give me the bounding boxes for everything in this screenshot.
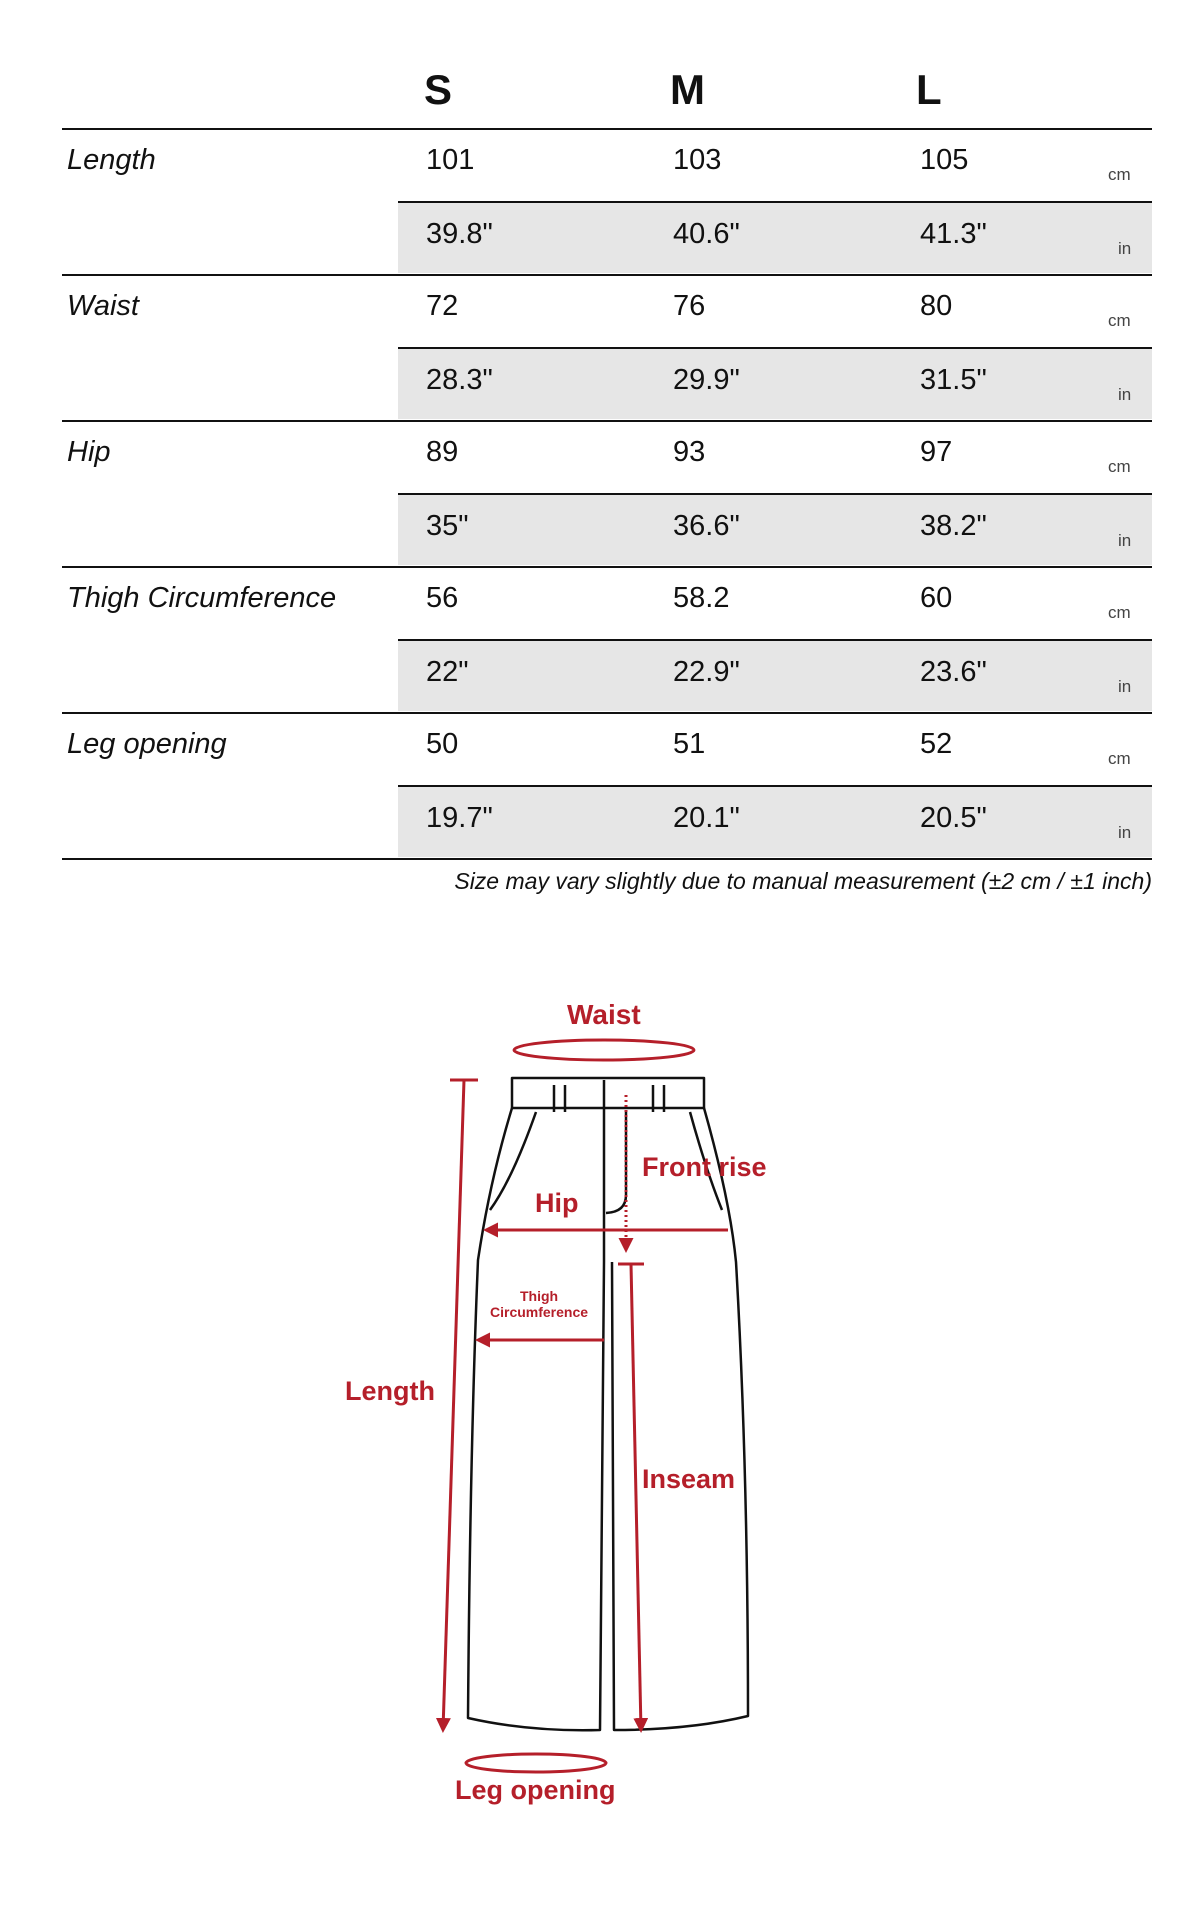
in-value: 22" — [426, 656, 469, 688]
right-leg — [612, 1108, 748, 1730]
leg-opening-arrow — [466, 1754, 606, 1772]
unit-in: in — [1118, 385, 1132, 404]
cm-value: 105 — [920, 144, 969, 176]
measurement-label: Waist — [67, 290, 139, 322]
cm-value: 103 — [673, 144, 722, 176]
cm-value: 76 — [673, 290, 706, 322]
cm-value: 52 — [920, 728, 953, 760]
unit-in: in — [1118, 531, 1132, 550]
waist-label: Waist — [567, 999, 641, 1030]
cm-value: 60 — [920, 582, 953, 614]
waistband — [512, 1078, 704, 1108]
in-value: 40.6" — [673, 218, 740, 250]
cm-value: 50 — [426, 728, 459, 760]
inseam-label: Inseam — [642, 1464, 736, 1494]
measurement-label: Hip — [67, 436, 111, 468]
front-rise-label: Front rise — [642, 1152, 767, 1182]
cm-value: 58.2 — [673, 582, 730, 614]
thigh-label-line1: Thigh — [520, 1288, 559, 1304]
measurement-note: Size may vary slightly due to manual measurement (±2 cm / ±1 inch) — [454, 868, 1152, 894]
in-value: 38.2" — [920, 510, 987, 542]
in-value: 22.9" — [673, 656, 740, 688]
cm-value: 101 — [426, 144, 475, 176]
cm-value: 93 — [673, 436, 706, 468]
in-value: 28.3" — [426, 364, 493, 396]
in-value: 31.5" — [920, 364, 987, 396]
in-value: 36.6" — [673, 510, 740, 542]
size-header-s: S — [424, 66, 453, 113]
measurement-label: Thigh Circumference — [67, 582, 337, 614]
size-header-m: M — [670, 66, 705, 113]
measurement-label: Length — [67, 144, 156, 176]
inseam-arrow — [631, 1264, 641, 1730]
in-value: 20.1" — [673, 802, 740, 834]
in-value: 29.9" — [673, 364, 740, 396]
unit-cm: cm — [1108, 603, 1131, 622]
unit-in: in — [1118, 677, 1132, 696]
unit-cm: cm — [1108, 165, 1131, 184]
length-arrow — [443, 1080, 464, 1730]
cm-value: 80 — [920, 290, 953, 322]
measurement-label: Leg opening — [67, 728, 227, 760]
unit-in: in — [1118, 823, 1132, 842]
thigh-label-line2: Circumference — [490, 1304, 589, 1320]
unit-cm: cm — [1108, 311, 1131, 330]
cm-value: 89 — [426, 436, 459, 468]
cm-value: 56 — [426, 582, 459, 614]
length-label: Length — [345, 1376, 435, 1406]
size-header-l: L — [916, 66, 942, 113]
unit-in: in — [1118, 239, 1132, 258]
cm-value: 51 — [673, 728, 706, 760]
waist-arrow — [514, 1040, 694, 1060]
hip-label: Hip — [535, 1188, 579, 1218]
in-value: 41.3" — [920, 218, 987, 250]
leg-opening-label: Leg opening — [455, 1775, 616, 1805]
in-value: 23.6" — [920, 656, 987, 688]
in-value: 39.8" — [426, 218, 493, 250]
unit-cm: cm — [1108, 457, 1131, 476]
unit-cm: cm — [1108, 749, 1131, 768]
in-value: 35" — [426, 510, 469, 542]
cm-value: 97 — [920, 436, 953, 468]
in-value: 20.5" — [920, 802, 987, 834]
in-value: 19.7" — [426, 802, 493, 834]
cm-value: 72 — [426, 290, 459, 322]
